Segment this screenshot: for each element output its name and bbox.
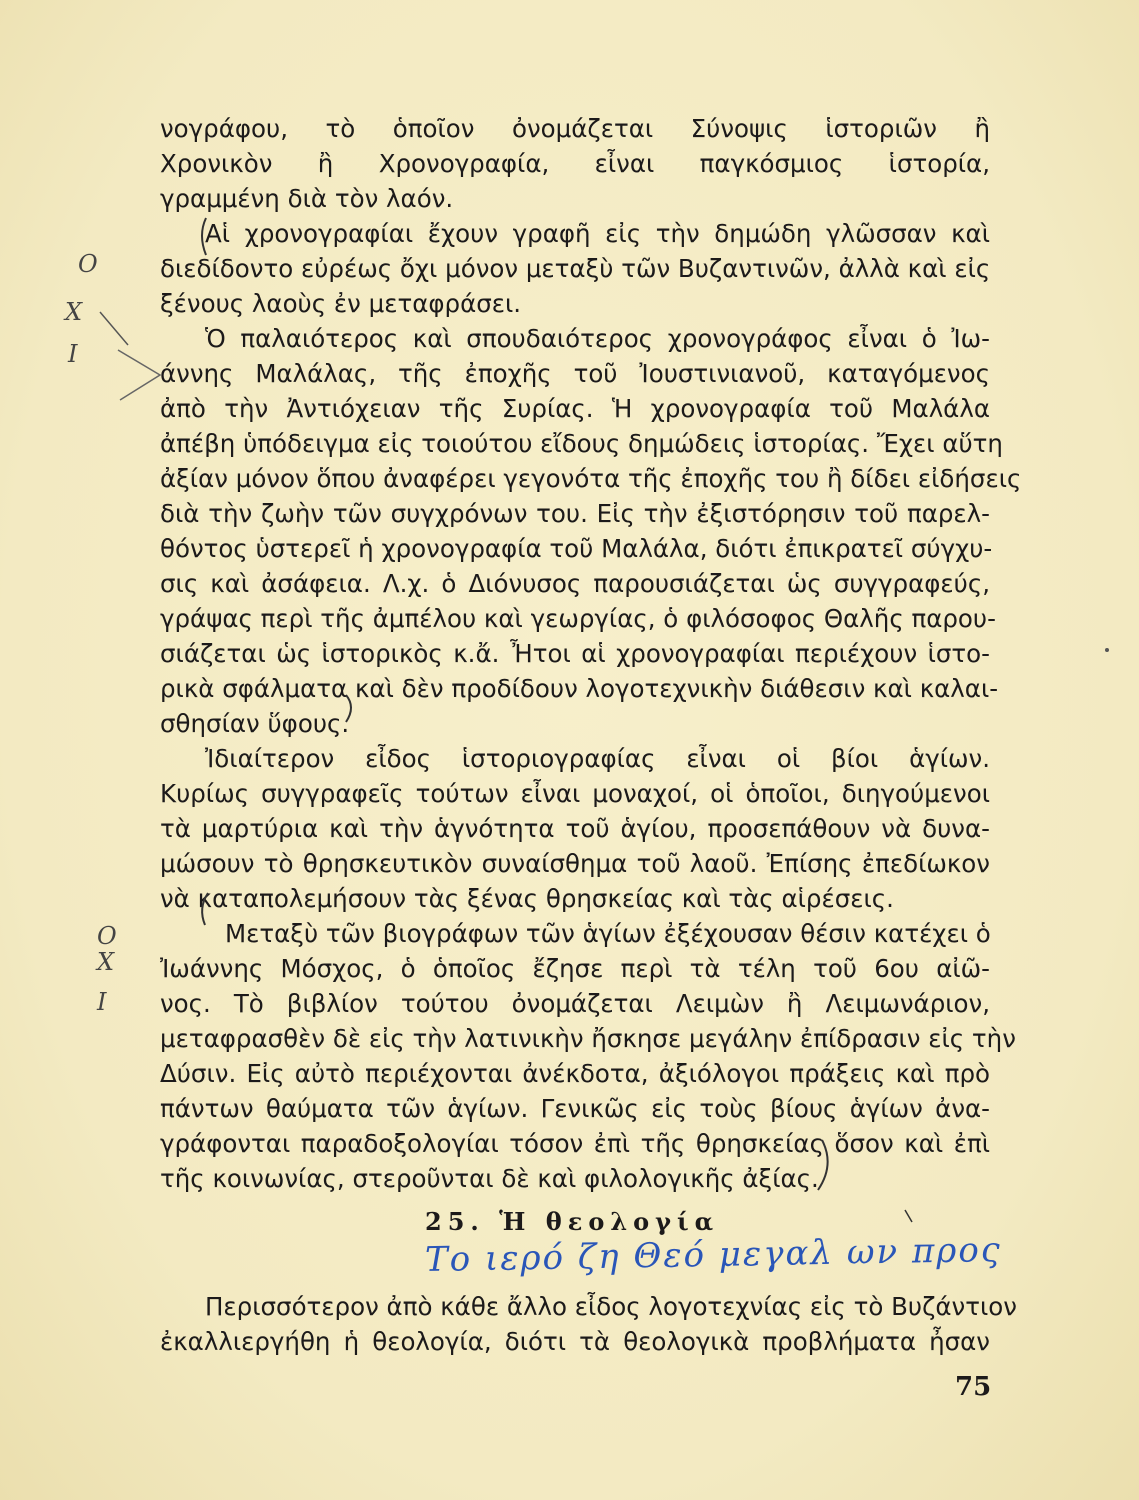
text-line: Ὁ παλαιότερος καὶ σπουδαιότερος χρονογράφος εἶναι ὁ Ἰω- (205, 324, 990, 353)
text-line: νὰ καταπολεμήσουν τὰς ξένας θρησκείας καὶ τὰς αἱρέσεις. (160, 884, 894, 913)
text-line: Μεταξὺ τῶν βιογράφων τῶν ἁγίων ἐξέχουσαν θέσιν κατέχει ὁ (225, 919, 991, 948)
text-line: σιάζεται ὡς ἱστορικὸς κ.ἄ. Ἦτοι αἱ χρονογραφίαι περιέχουν ἱστο- (160, 639, 990, 668)
text-line: γράφονται παραδοξολογίαι τόσον ἐπὶ τῆς θρησκείας ὅσον καὶ ἐπὶ (160, 1129, 990, 1158)
text-line: διεδίδοντο εὐρέως ὄχι μόνον μεταξὺ τῶν Βυζαντινῶν, ἀλλὰ καὶ εἰς (160, 254, 991, 283)
text-line: ρικὰ σφάλματα καὶ δὲν προδίδουν λογοτεχνικὴν διάθεσιν καὶ καλαι- (160, 674, 999, 703)
text-line: γραμμένη διὰ τὸν λαόν. (160, 184, 454, 213)
text-line: ξένους λαοὺς ἐν μεταφράσει. (160, 289, 522, 318)
arrow-mark (100, 312, 128, 345)
handwritten-note: Το ιερό ζη Θεό μεγαλ ων προς (424, 1229, 1003, 1281)
margin-note: Ο (97, 922, 117, 950)
margin-note: Χ (65, 298, 83, 326)
text-line: ἀξίαν μόνον ὅπου ἀναφέρει γεγονότα τῆς ἐποχῆς του ἢ δίδει εἰδήσεις (160, 464, 1022, 493)
section-heading: 25. Ἡ θεολογία (425, 1207, 720, 1236)
margin-note: Χ (97, 948, 115, 976)
bracket-mark (202, 893, 208, 925)
text-line: Δύσιν. Εἰς αὐτὸ περιέχονται ἀνέκδοτα, ἀξιόλογοι πράξεις καὶ πρὸ (160, 1059, 990, 1088)
tick-mark (905, 1210, 912, 1222)
text-line: γράψας περὶ τῆς ἀμπέλου καὶ γεωργίας, ὁ φιλόσοφος Θαλῆς παρου- (160, 604, 996, 633)
margin-note: Ο (78, 250, 98, 278)
arrow-mark (118, 350, 160, 400)
text-line: σις καὶ ἀσάφεια. Λ.χ. ὁ Διόνυσος παρουσιάζεται ὡς συγγραφεύς, (160, 569, 990, 598)
text-line: Κυρίως συγγραφεῖς τούτων εἶναι μοναχοί, οἱ ὁποῖοι, διηγούμενοι (160, 779, 990, 808)
text-line: νογράφου, τὸ ὁποῖον ὀνομάζεται Σύνοψις ἱστοριῶν ἢ (160, 114, 990, 143)
text-line: θόντος ὑστερεῖ ἡ χρονογραφία τοῦ Μαλάλα, διότι ἐπικρατεῖ σύγχυ- (160, 534, 993, 563)
text-line: τὰ μαρτύρια καὶ τὴν ἁγνότητα τοῦ ἁγίου, προσεπάθουν νὰ δυνα- (160, 814, 990, 843)
text-line: ἀπὸ τὴν Ἀντιόχειαν τῆς Συρίας. Ἡ χρονογραφία τοῦ Μαλάλα (160, 394, 990, 423)
text-line: Ἰδιαίτερον εἶδος ἱστοριογραφίας εἶναι οἱ βίοι ἁγίων. (205, 744, 990, 773)
text-line: Ἰωάννης Μόσχος, ὁ ὁποῖος ἔζησε περὶ τὰ τέλη τοῦ 6ου αἰῶ- (160, 954, 990, 983)
text-line: Αἱ χρονογραφίαι ἔχουν γραφῆ εἰς τὴν δημώδη γλῶσσαν καὶ (205, 219, 990, 248)
text-line: πάντων θαύματα τῶν ἁγίων. Γενικῶς εἰς τοὺς βίους ἁγίων ἀνα- (160, 1094, 990, 1123)
text-line: μεταφρασθὲν δὲ εἰς τὴν λατινικὴν ἤσκησε μεγάλην ἐπίδρασιν εἰς τὴν (160, 1024, 1016, 1053)
text-line: ἐκαλλιεργήθη ἡ θεολογία, διότι τὰ θεολογικὰ προβλήματα ἦσαν (160, 1327, 990, 1356)
text-line: άννης Μαλάλας, τῆς ἐποχῆς τοῦ Ἰουστινιανοῦ, καταγόμενος (160, 359, 990, 388)
text-line: νος. Τὸ βιβλίον τούτου ὀνομάζεται Λειμὼν ἢ Λειμωνάριον, (160, 989, 990, 1018)
margin-note: Ι (97, 988, 107, 1016)
text-line: σθησίαν ὕφους. (160, 709, 350, 738)
text-line: διὰ τὴν ζωὴν τῶν συγχρόνων του. Εἰς τὴν ἐξιστόρησιν τοῦ παρελ- (160, 499, 990, 528)
text-line: ἀπέβη ὑπόδειγμα εἰς τοιούτου εἴδους δημώδεις ἱστορίας. Ἔχει αὕτη (160, 429, 1003, 458)
margin-note: Ι (68, 340, 78, 368)
text-line: τῆς κοινωνίας, στεροῦνται δὲ καὶ φιλολογικῆς ἀξίας. (160, 1164, 819, 1193)
page-number: 75 (955, 1372, 992, 1402)
bracket-mark (202, 218, 206, 255)
text-line: μώσουν τὸ θρησκευτικὸν συναίσθημα τοῦ λαοῦ. Ἐπίσης ἐπεδίωκον (160, 849, 990, 878)
text-line: Χρονικὸν ἢ Χρονογραφία, εἶναι παγκόσμιος ἱστορία, (160, 149, 990, 178)
text-line: Περισσότερον ἀπὸ κάθε ἄλλο εἶδος λογοτεχνίας εἰς τὸ Βυζάντιον (205, 1292, 1017, 1321)
bracket-mark (346, 695, 351, 722)
bracket-mark (818, 1140, 828, 1190)
dot-mark (1105, 648, 1109, 652)
